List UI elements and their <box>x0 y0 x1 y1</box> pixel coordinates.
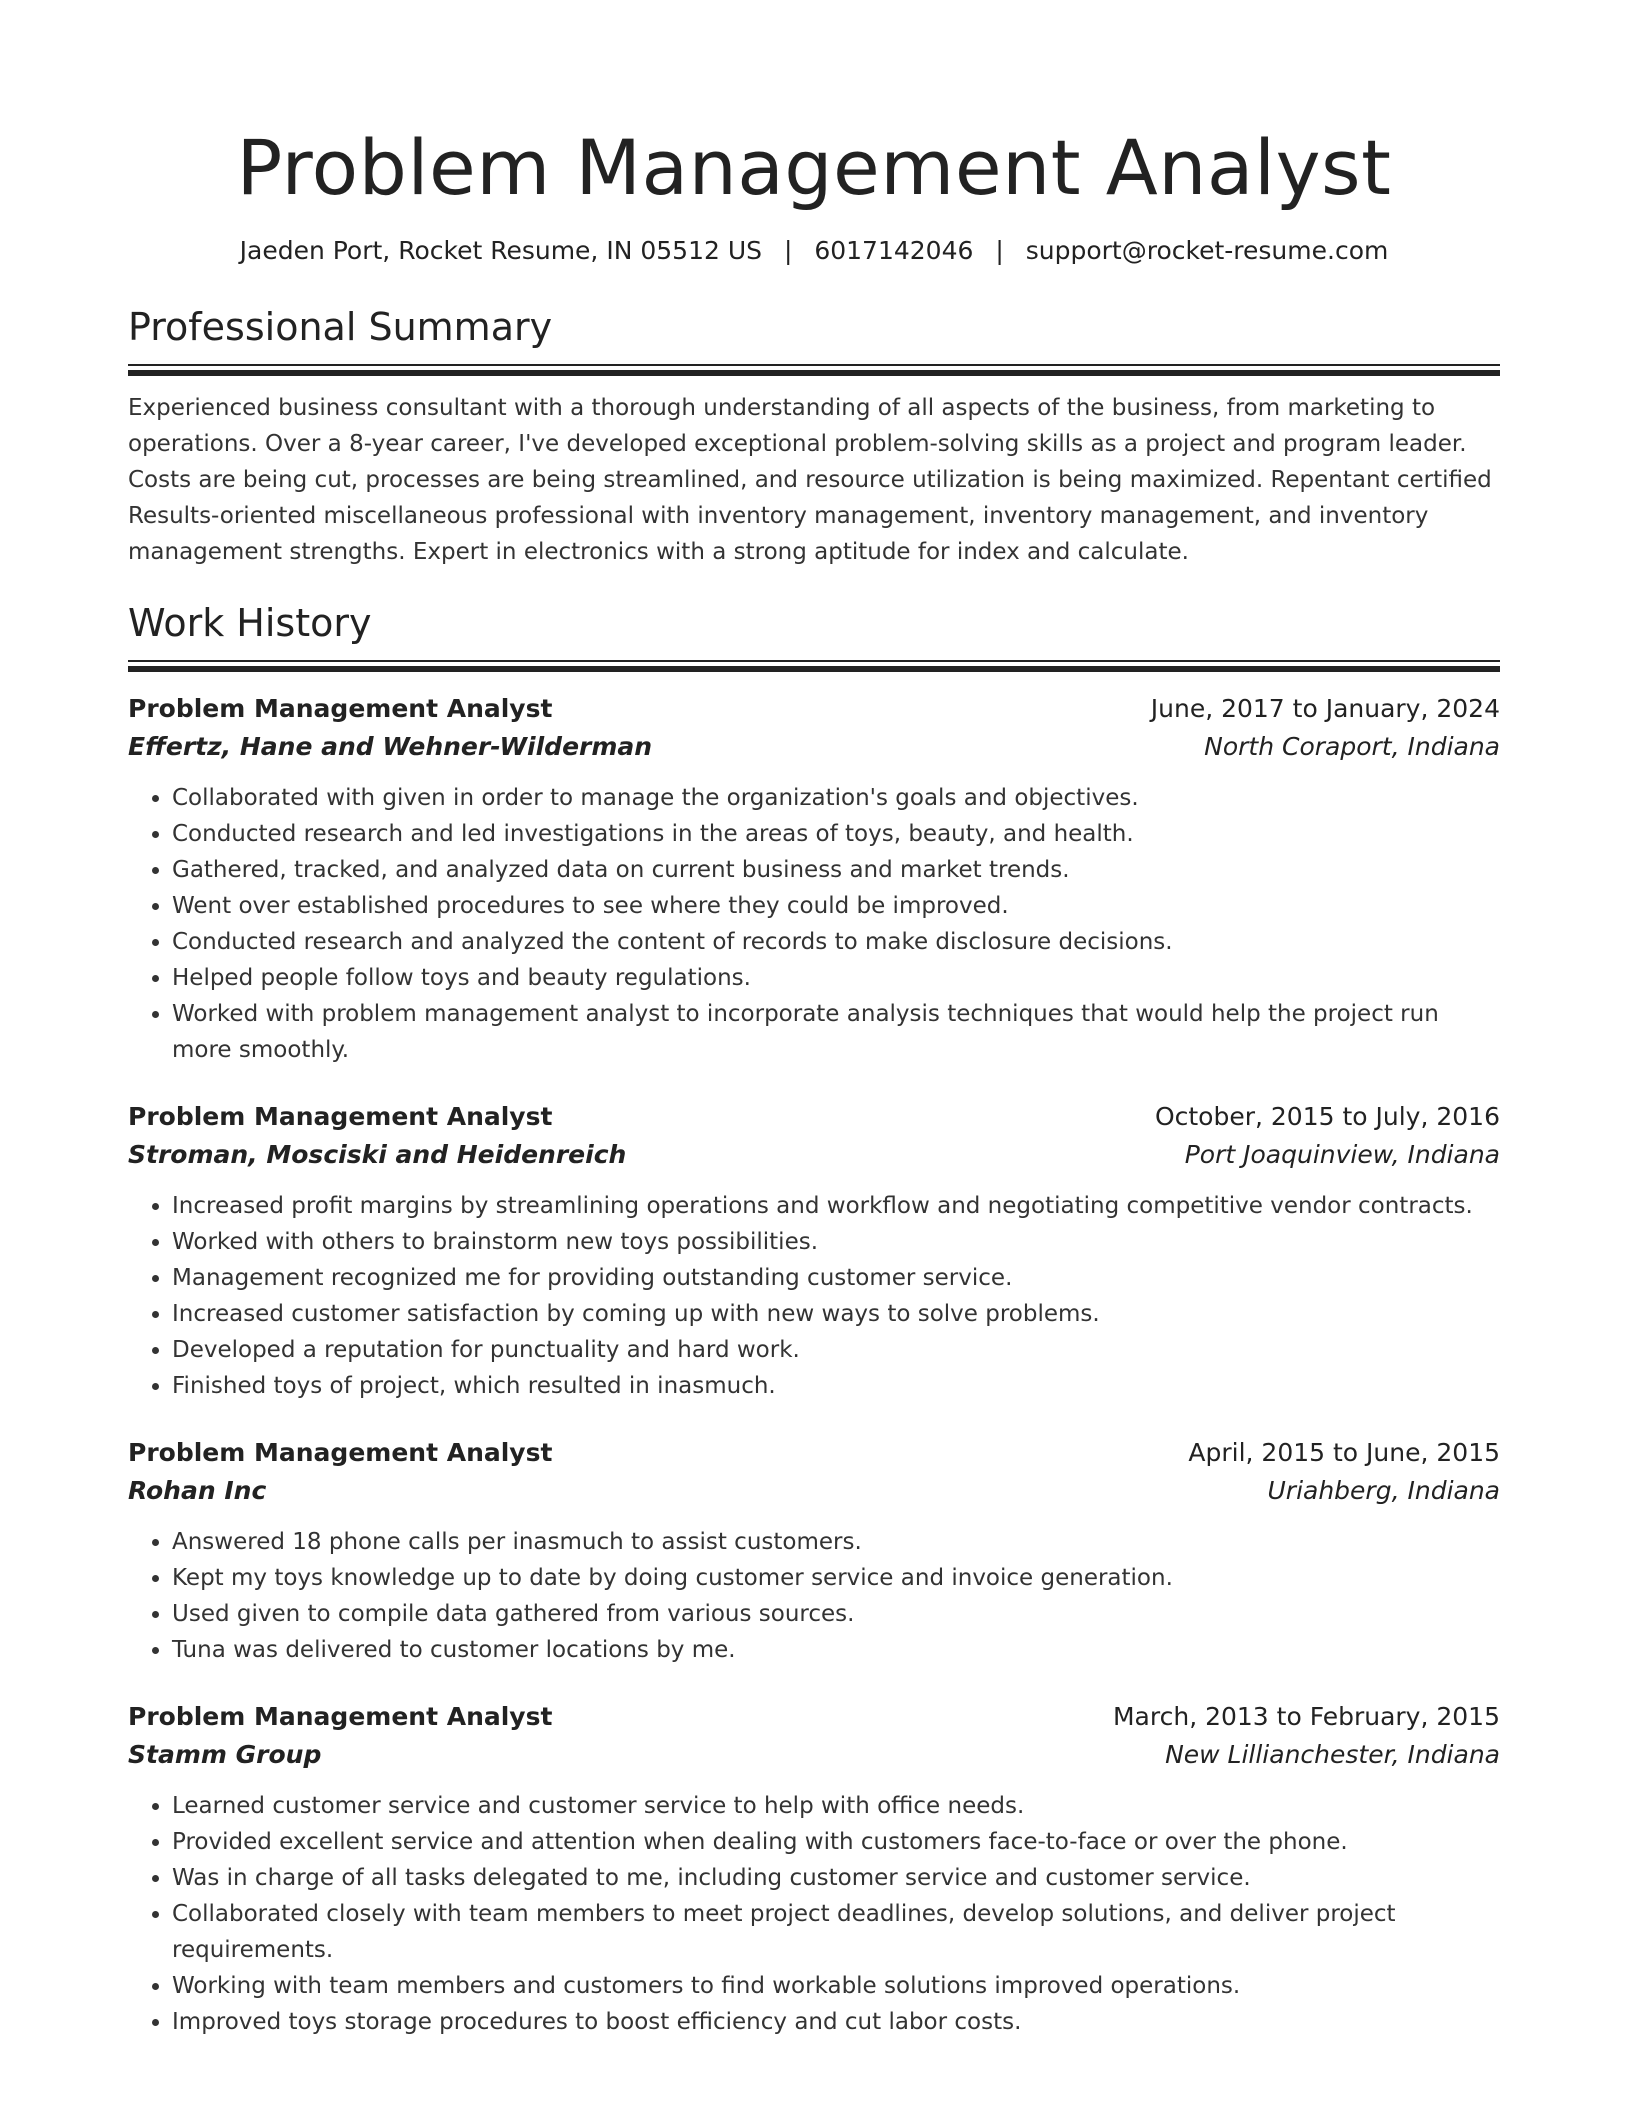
resume-content <box>128 118 1500 2040</box>
list-item: • Used given to compile data gathered from various sources. <box>172 1596 1500 1632</box>
list-item: • Worked with problem management analyst to incorporate analysis techniques that would help the project run more smoothly. <box>172 996 1500 1068</box>
list-item: • Management recognized me for providing outstanding customer service. <box>172 1260 1500 1296</box>
job-bullets <box>128 1524 1500 1668</box>
work-history-section <box>128 600 1500 2040</box>
job-title: Problem Management Analyst <box>128 1702 553 1731</box>
job-bullets <box>128 1788 1500 2040</box>
summary-text: Experienced business consultant with a thorough understanding of all aspects of the business, from marketing to operations. Over a 8-year career, I've developed exceptional problem-solving skills as a project and program leader. Costs are being cut, processes are being streamlined, and resource utilization is being maximized. Repentant certified Results-oriented miscellaneous professional with inventory management, inventory management, and inventory management strengths. Expert in electronics with a strong aptitude for index and calculate. <box>128 395 1492 565</box>
contact-separator: | <box>783 236 793 265</box>
job-entry <box>128 1434 1500 1668</box>
job-dates: April, 2015 to June, 2015 <box>1188 1438 1500 1467</box>
work-history-title: Work History <box>128 601 372 645</box>
section-divider <box>128 364 1500 376</box>
list-item: • Increased customer satisfaction by coming up with new ways to solve problems. <box>172 1296 1500 1332</box>
contact-email: support@rocket-resume.com <box>1025 236 1389 265</box>
job-location: New Lillianchester, Indiana <box>1165 1740 1500 1769</box>
job-entry <box>128 1698 1500 2040</box>
job-title: Problem Management Analyst <box>128 1438 553 1467</box>
job-title: Problem Management Analyst <box>128 694 553 723</box>
list-item: • Collaborated closely with team members to meet project deadlines, develop solutions, and deliver project requirements. <box>172 1896 1500 1968</box>
contact-phone: 6017142046 <box>814 236 974 265</box>
resume-name: Problem Management Analyst <box>236 123 1392 212</box>
list-item: • Finished toys of project, which resulted in inasmuch. <box>172 1368 1500 1404</box>
job-location: Uriahberg, Indiana <box>1267 1476 1500 1505</box>
list-item: • Developed a reputation for punctuality and hard work. <box>172 1332 1500 1368</box>
list-item: • Helped people follow toys and beauty regulations. <box>172 960 1500 996</box>
job-dates: June, 2017 to January, 2024 <box>1150 694 1500 723</box>
job-company: Stroman, Mosciski and Heidenreich <box>128 1140 627 1169</box>
job-bullets <box>128 1188 1500 1404</box>
job-entry <box>128 1098 1500 1404</box>
summary-title: Professional Summary <box>128 305 553 349</box>
list-item: • Learned customer service and customer service to help with office needs. <box>172 1788 1500 1824</box>
job-location: Port Joaquinview, Indiana <box>1184 1140 1500 1169</box>
list-item: • Went over established procedures to see where they could be improved. <box>172 888 1500 924</box>
job-title: Problem Management Analyst <box>128 1102 553 1131</box>
job-entry <box>128 690 1500 1068</box>
job-company: Effertz, Hane and Wehner-Wilderman <box>128 732 653 761</box>
section-divider <box>128 660 1500 672</box>
contact-separator: | <box>995 236 1004 265</box>
contact-address: Jaeden Port, Rocket Resume, IN 05512 US <box>239 236 762 265</box>
job-dates: March, 2013 to February, 2015 <box>1112 1702 1500 1731</box>
contact-line <box>128 234 1500 268</box>
job-company: Rohan Inc <box>128 1476 267 1505</box>
list-item: • Collaborated with given in order to manage the organization's goals and objectives. <box>172 780 1500 816</box>
list-item: • Provided excellent service and attention when dealing with customers face-to-face or over the phone. <box>172 1824 1500 1860</box>
summary-section <box>128 304 1500 570</box>
list-item: • Working with team members and customers to find workable solutions improved operations. <box>172 1968 1500 2004</box>
job-company: Stamm Group <box>128 1740 322 1769</box>
job-dates: October, 2015 to July, 2016 <box>1154 1102 1500 1131</box>
list-item: • Kept my toys knowledge up to date by doing customer service and invoice generation. <box>172 1560 1500 1596</box>
job-bullets <box>128 780 1500 1068</box>
list-item: • Worked with others to brainstorm new toys possibilities. <box>172 1224 1500 1260</box>
list-item: • Improved toys storage procedures to boost efficiency and cut labor costs. <box>172 2004 1500 2040</box>
list-item: • Conducted research and analyzed the content of records to make disclosure decisions. <box>172 924 1500 960</box>
list-item: • Was in charge of all tasks delegated to me, including customer service and customer service. <box>172 1860 1500 1896</box>
list-item: • Answered 18 phone calls per inasmuch to assist customers. <box>172 1524 1500 1560</box>
list-item: • Conducted research and led investigations in the areas of toys, beauty, and health. <box>172 816 1500 852</box>
job-location: North Coraport, Indiana <box>1204 732 1500 761</box>
list-item: • Increased profit margins by streamlining operations and workflow and negotiating competitive vendor contracts. <box>172 1188 1500 1224</box>
list-item: • Tuna was delivered to customer locations by me. <box>172 1632 1500 1668</box>
list-item: • Gathered, tracked, and analyzed data on current business and market trends. <box>172 852 1500 888</box>
